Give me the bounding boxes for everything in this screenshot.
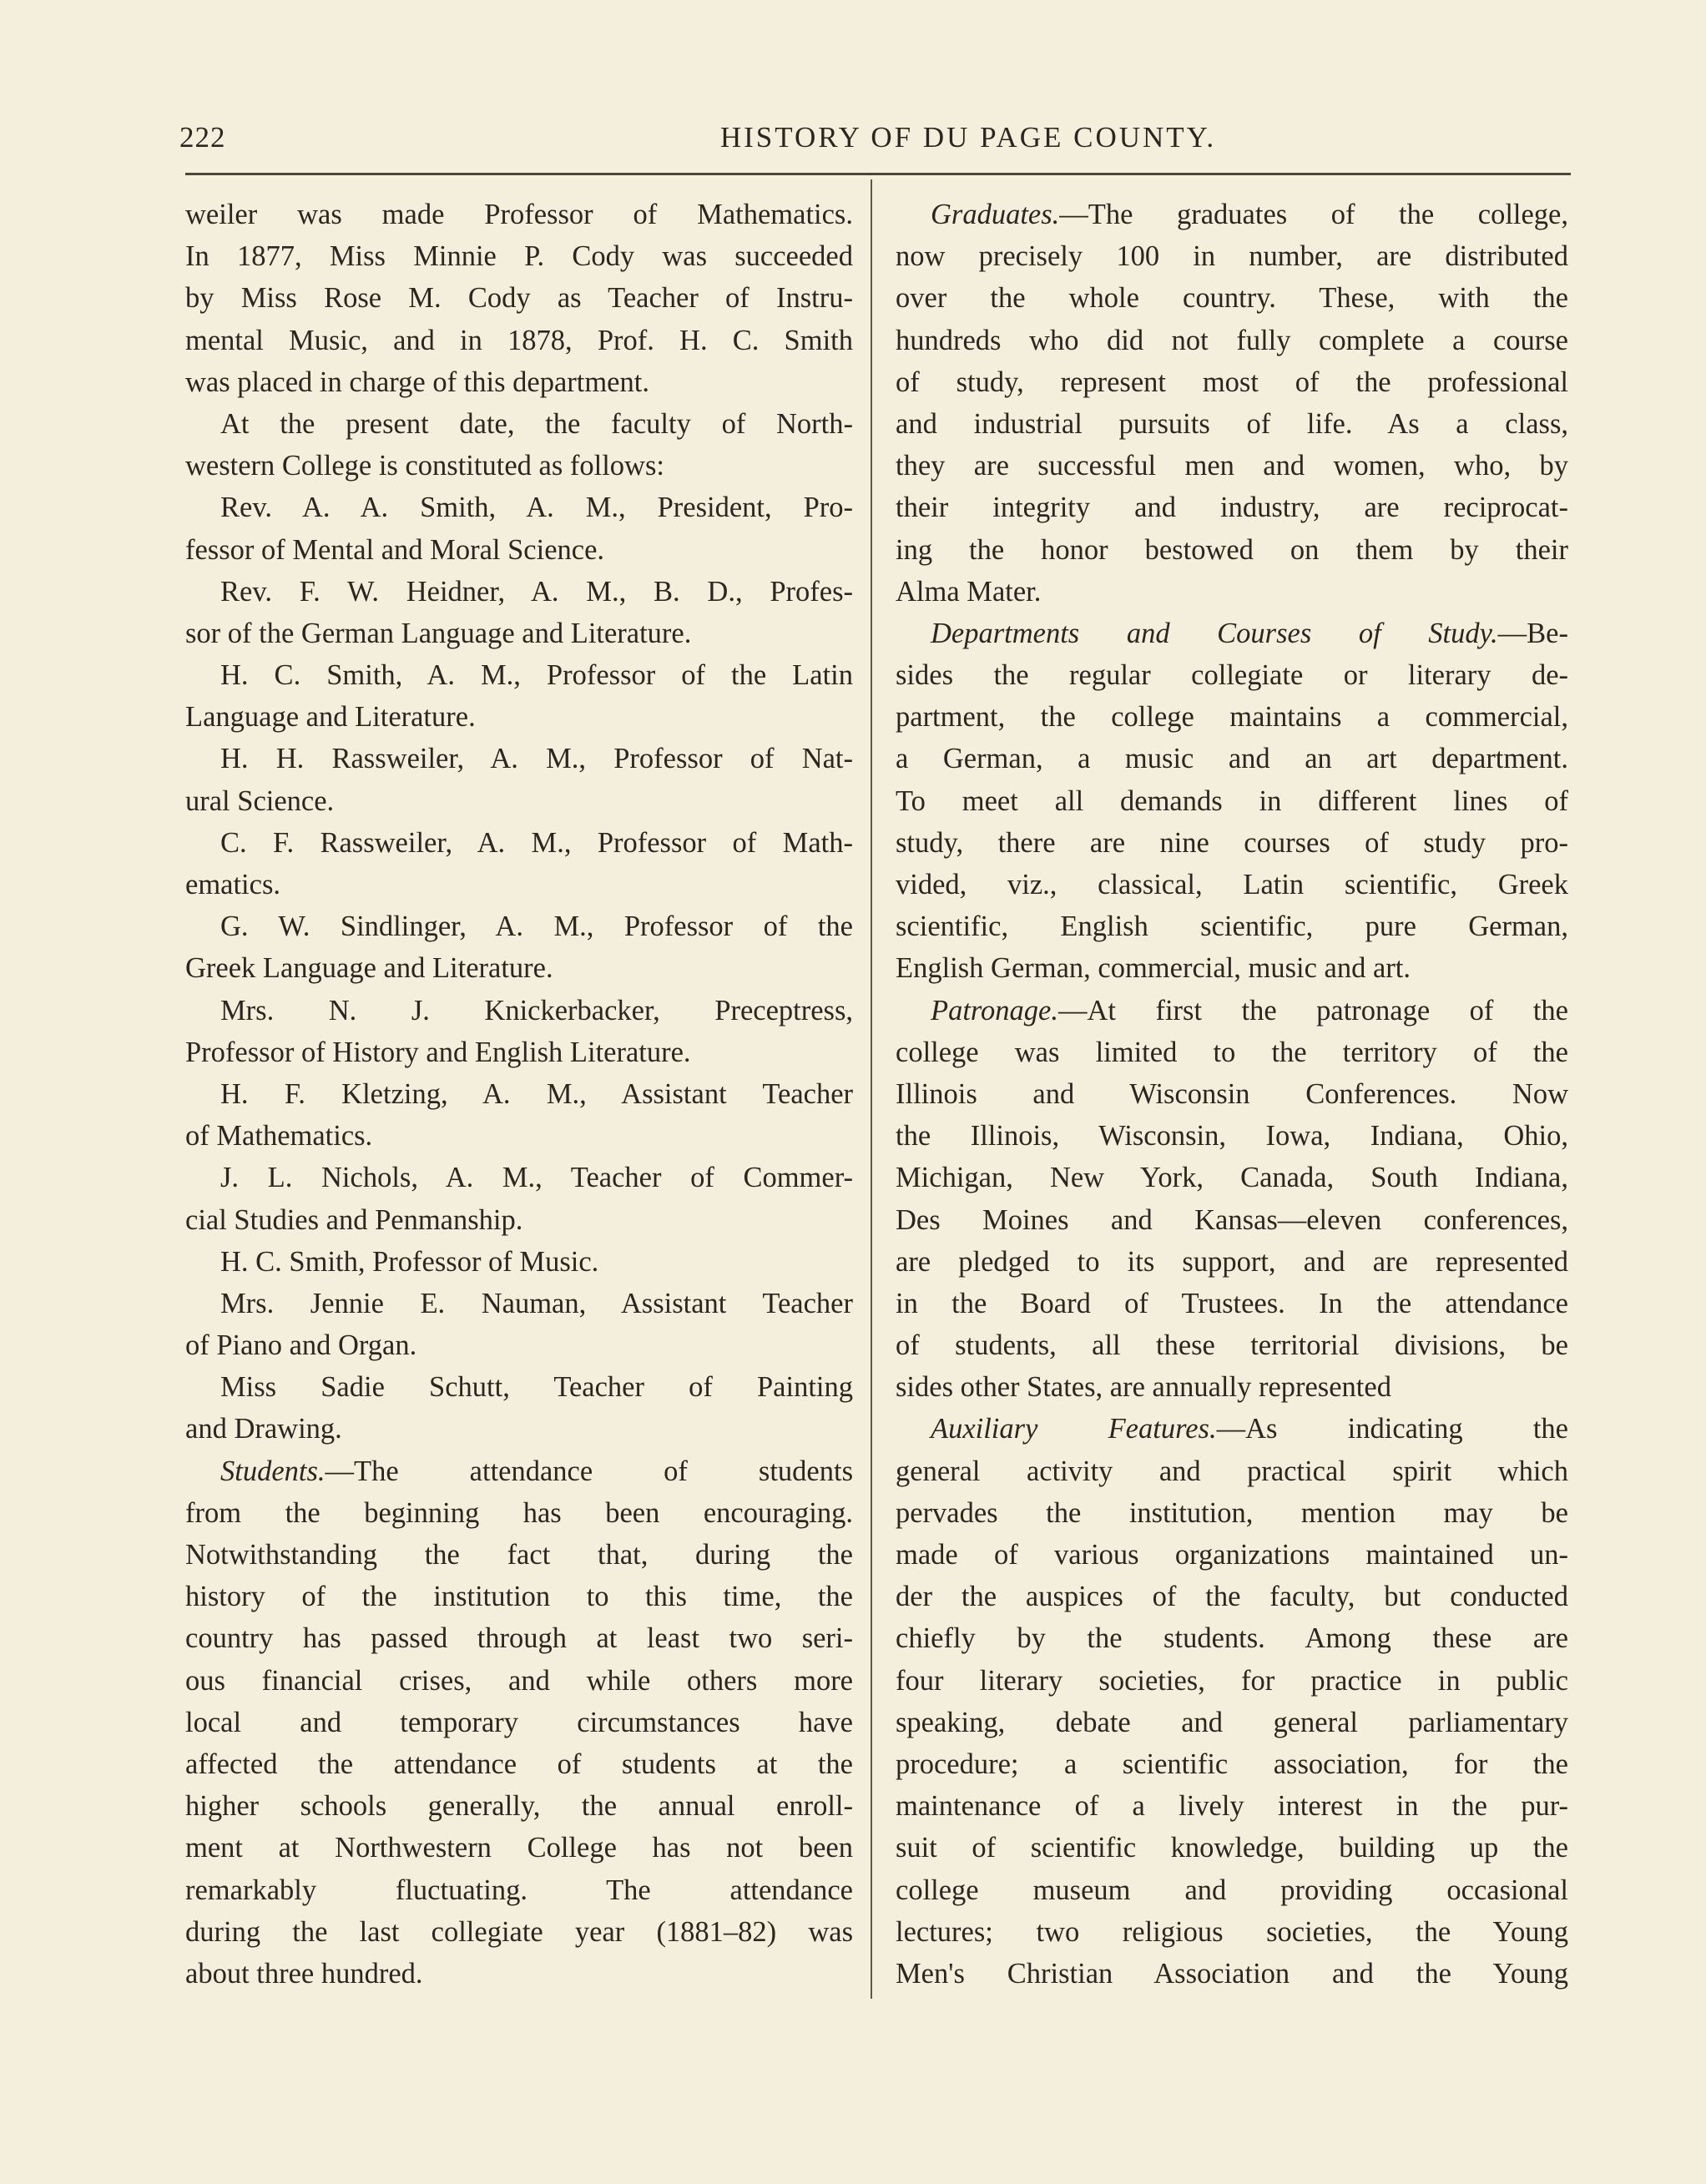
text-line: of Mathematics. — [185, 1120, 373, 1153]
right-column — [896, 194, 1568, 1995]
page-number: 222 — [179, 121, 226, 154]
text-line: Greek Language and Literature. — [185, 952, 553, 985]
text-line: country has passed through at least two seri- — [185, 1622, 853, 1655]
text-line: and Drawing. — [185, 1413, 342, 1445]
text-line: they are successful men and women, who, by — [896, 450, 1568, 482]
text-line: To meet all demands in different lines of — [896, 784, 1568, 817]
text-line — [185, 1450, 853, 1492]
text-line — [896, 1408, 1568, 1450]
text-line: study, there are nine courses of study pro- — [896, 826, 1568, 859]
text-line — [896, 194, 1568, 235]
text-line: higher schools generally, the annual enroll- — [185, 1790, 853, 1823]
text-line: general activity and practical spirit which — [896, 1455, 1568, 1487]
text-line: H. C. Smith, A. M., Professor of the Latin — [220, 659, 853, 692]
column-divider — [871, 179, 872, 1999]
text-line: their integrity and industry, are reciprocat- — [896, 492, 1568, 524]
text-line: der the auspices of the faculty, but conducted — [896, 1581, 1568, 1613]
text-line: G. W. Sindlinger, A. M., Professor of the — [220, 910, 853, 943]
text-line: history of the institution to this time, the — [185, 1581, 853, 1613]
text-line: from the beginning has been encouraging. — [185, 1496, 853, 1529]
text-line: Mrs. Jennie E. Nauman, Assistant Teacher — [220, 1287, 853, 1319]
text-line: Miss Sadie Schutt, Teacher of Painting — [220, 1371, 853, 1404]
text-line: college museum and providing occasional — [896, 1874, 1568, 1906]
text-line: H. H. Rassweiler, A. M., Professor of Nat- — [220, 743, 853, 775]
text-line: a German, a music and an art department. — [896, 743, 1568, 775]
text-line: vided, viz., classical, Latin scientific, Greek — [896, 869, 1568, 900]
text-line: of Piano and Organ. — [185, 1329, 417, 1362]
text-line: about three hundred. — [185, 1957, 423, 1990]
text-line: J. L. Nichols, A. M., Teacher of Commer- — [220, 1162, 853, 1194]
text-line: Mrs. N. J. Knickerbacker, Preceptress, — [220, 994, 853, 1026]
left-column — [185, 194, 853, 1995]
text-line: of students, all these territorial divisions, be — [896, 1329, 1568, 1362]
text-line: remarkably fluctuating. The attendance — [185, 1874, 853, 1906]
text-line: H. C. Smith, Professor of Music. — [220, 1245, 599, 1278]
text-line: sides the regular collegiate or literary de- — [896, 659, 1568, 692]
header-rule — [185, 173, 1571, 175]
text-line: hundreds who did not fully complete a course — [896, 324, 1568, 356]
text-line: At the present date, the faculty of North- — [220, 407, 853, 440]
section-lead-departments: Departments and Courses of Study. — [931, 617, 1498, 649]
text-line: partment, the college maintains a commercial, — [896, 701, 1568, 734]
text-line: C. F. Rassweiler, A. M., Professor of Math- — [220, 826, 853, 859]
text-line-rest: —As indicating the — [1216, 1413, 1568, 1445]
text-line: pervades the institution, mention may be — [896, 1496, 1568, 1529]
text-line: the Illinois, Wisconsin, Iowa, Indiana, Ohio, — [896, 1120, 1568, 1153]
text-line: lectures; two religious societies, the Young — [896, 1915, 1568, 1948]
text-line: by Miss Rose M. Cody as Teacher of Instru- — [185, 282, 853, 315]
text-line: western College is constituted as follows: — [185, 450, 664, 482]
text-line: procedure; a scientific association, for the — [896, 1748, 1568, 1780]
text-line: Rev. A. A. Smith, A. M., President, Pro- — [220, 492, 853, 524]
text-line: ing the honor bestowed on them by their — [896, 533, 1568, 566]
text-line: Professor of History and English Literature. — [185, 1036, 691, 1068]
text-line: over the whole country. These, with the — [896, 282, 1568, 315]
section-lead-auxiliary: Auxiliary Features. — [931, 1413, 1217, 1445]
text-line-rest: —At first the patronage of the — [1058, 994, 1568, 1026]
text-line: In 1877, Miss Minnie P. Cody was succeeded — [185, 240, 853, 273]
text-line: fessor of Mental and Moral Science. — [185, 533, 605, 566]
text-line: made of various organizations maintained un- — [896, 1539, 1568, 1571]
section-lead-graduates: Graduates. — [931, 199, 1060, 230]
text-line: and industrial pursuits of life. As a class, — [896, 407, 1568, 440]
text-line: mental Music, and in 1878, Prof. H. C. Smith — [185, 324, 853, 356]
text-line: speaking, debate and general parliamentary — [896, 1706, 1568, 1738]
text-line: H. F. Kletzing, A. M., Assistant Teacher — [220, 1077, 853, 1110]
text-line: suit of scientific knowledge, building up the — [896, 1832, 1568, 1864]
text-line: college was limited to the territory of the — [896, 1036, 1568, 1068]
text-line: ment at Northwestern College has not been — [185, 1832, 853, 1864]
text-line: was placed in charge of this department. — [185, 366, 649, 398]
text-line: Michigan, New York, Canada, South Indiana, — [896, 1162, 1568, 1194]
text-line: Illinois and Wisconsin Conferences. Now — [896, 1077, 1568, 1110]
text-line: Language and Literature. — [185, 701, 476, 734]
text-line: ous financial crises, and while others more — [185, 1664, 853, 1697]
text-line: scientific, English scientific, pure German, — [896, 910, 1568, 943]
section-lead-students: Students. — [220, 1455, 326, 1487]
text-line: sides other States, are annually represented — [896, 1371, 1391, 1404]
text-line: in the Board of Trustees. In the attendance — [896, 1287, 1568, 1319]
text-line: ematics. — [185, 869, 280, 900]
text-line: Men's Christian Association and the Young — [896, 1957, 1568, 1990]
text-line: cial Studies and Penmanship. — [185, 1203, 523, 1236]
text-line-rest: —Be- — [1497, 617, 1568, 649]
text-line: chiefly by the students. Among these are — [896, 1622, 1568, 1655]
section-lead-patronage: Patronage. — [931, 994, 1058, 1026]
text-line: ural Science. — [185, 784, 335, 817]
text-line: now precisely 100 in number, are distributed — [896, 240, 1568, 273]
text-line — [896, 613, 1568, 654]
text-line: weiler was made Professor of Mathematics. — [185, 199, 853, 230]
text-line: Notwithstanding the fact that, during the — [185, 1539, 853, 1571]
text-line: of study, represent most of the professional — [896, 366, 1568, 398]
text-line — [896, 990, 1568, 1031]
text-line: four literary societies, for practice in public — [896, 1664, 1568, 1697]
text-line: affected the attendance of students at the — [185, 1748, 853, 1780]
text-line-rest: —The attendance of students — [325, 1455, 853, 1487]
text-line: Des Moines and Kansas—eleven conferences, — [896, 1203, 1568, 1236]
text-line: local and temporary circumstances have — [185, 1706, 853, 1738]
text-line: maintenance of a lively interest in the pur- — [896, 1790, 1568, 1823]
text-line: Alma Mater. — [896, 575, 1042, 608]
running-head: HISTORY OF DU PAGE COUNTY. — [719, 121, 1217, 154]
text-line: Rev. F. W. Heidner, A. M., B. D., Profes- — [220, 575, 853, 608]
text-line: during the last collegiate year (1881–82) was — [185, 1915, 853, 1948]
text-line: sor of the German Language and Literature. — [185, 617, 692, 649]
text-line: English German, commercial, music and art. — [896, 952, 1411, 985]
text-line: are pledged to its support, and are represented — [896, 1245, 1568, 1278]
text-line-rest: —The graduates of the college, — [1059, 199, 1568, 230]
